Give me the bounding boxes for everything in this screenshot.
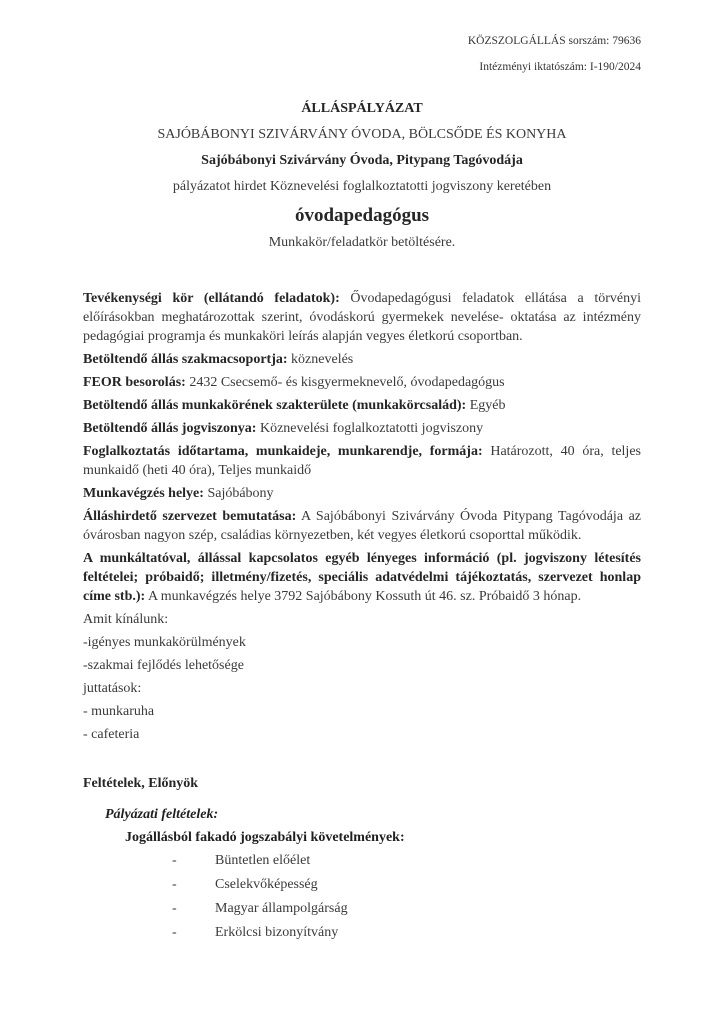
offer-item: -szakmai fejlődés lehetősége bbox=[83, 658, 244, 673]
requirement-text: Erkölcsi bizonyítvány bbox=[215, 925, 339, 940]
detail-feor-value: 2432 Csecsemő- és kisgyermeknevelő, óvodapedagógus bbox=[189, 375, 505, 390]
conditions-heading: Feltételek, Előnyök bbox=[83, 776, 199, 791]
position-title: óvodapedagógus bbox=[294, 205, 430, 226]
requirement-dash: - bbox=[172, 853, 177, 868]
benefit-item: - cafeteria bbox=[83, 727, 140, 742]
document-type-title: ÁLLÁSPÁLYÁZAT bbox=[301, 101, 423, 116]
detail-feor bbox=[83, 373, 641, 392]
application-conditions-subheading: Pályázati feltételek: bbox=[105, 807, 219, 822]
detail-other-info bbox=[83, 549, 641, 606]
detail-profession-group-label: Betöltendő állás szakmacsoportja: bbox=[83, 352, 288, 367]
detail-profession-group bbox=[83, 350, 641, 369]
title-block bbox=[83, 101, 641, 251]
detail-organization-intro-label: Álláshirdető szervezet bemutatása: bbox=[83, 509, 297, 524]
offer-item: -igényes munkakörülmények bbox=[83, 635, 246, 650]
detail-other-info-label: A munkáltatóval, állással kapcsolatos egyéb lényeges információ (pl. jogviszony létesítés feltételei; próbaidő; illetmény/fizetés, speciális adatvédelmi tájékoztatás, szervezet honlap címe stb.): bbox=[83, 551, 641, 604]
detail-activity bbox=[83, 289, 641, 346]
detail-work-location bbox=[83, 484, 641, 503]
requirement-dash: - bbox=[172, 901, 177, 916]
organization-name: SAJÓBÁBONYI SZIVÁRVÁNY ÓVODA, BÖLCSŐDE ÉS KONYHA bbox=[157, 127, 567, 142]
requirement-item bbox=[172, 875, 641, 894]
requirement-item bbox=[172, 851, 641, 870]
detail-other-info-value: A munkavégzés helye 3792 Sajóbábony Kossuth út 46. sz. Próbaidő 3 hónap. bbox=[147, 589, 582, 604]
detail-employment-terms-value: Határozott, 40 óra, teljes munkaidő (heti 40 óra), Teljes munkaidő bbox=[83, 444, 641, 478]
detail-specialty-value: Egyéb bbox=[469, 398, 506, 413]
benefits-intro-line: juttatások: bbox=[83, 681, 142, 696]
detail-legal-relation-value: Köznevelési foglalkoztatotti jogviszony bbox=[259, 421, 484, 436]
detail-organization-intro bbox=[83, 507, 641, 545]
detail-feor-label: FEOR besorolás: bbox=[83, 375, 186, 390]
requirement-dash: - bbox=[172, 925, 177, 940]
detail-activity-value: Ővodapedagógusi feladatok ellátása a törvényi előírásokban meghatározottak szerint, óvodáskorú gyermekek nevelése- oktatása az intézmény pedagógiai programja és munkaköri leírás alapján vegyes életkorú csoportban. bbox=[83, 291, 642, 344]
legal-requirements-heading: Jogállásból fakadó jogszabályi követelmények: bbox=[125, 830, 405, 845]
detail-specialty bbox=[83, 396, 641, 415]
serial-number-line: KÖZSZOLGÁLLÁS sorszám: 79636 bbox=[467, 35, 641, 47]
detail-employment-terms bbox=[83, 442, 641, 480]
detail-profession-group-value: köznevelés bbox=[291, 352, 354, 367]
detail-work-location-value: Sajóbábony bbox=[207, 486, 274, 501]
detail-legal-relation bbox=[83, 419, 641, 438]
requirement-text: Büntetlen előélet bbox=[215, 853, 311, 868]
benefit-item: - munkaruha bbox=[83, 704, 155, 719]
requirement-dash: - bbox=[172, 877, 177, 892]
requirement-text: Cselekvőképesség bbox=[215, 877, 318, 892]
requirements-list bbox=[83, 851, 641, 942]
sub-organization-name: Sajóbábonyi Szivárvány Óvoda, Pitypang Tagóvodája bbox=[201, 153, 523, 168]
requirement-text: Magyar állampolgárság bbox=[215, 901, 348, 916]
requirement-item bbox=[172, 899, 641, 918]
detail-work-location-label: Munkavégzés helye: bbox=[83, 486, 204, 501]
requirement-item bbox=[172, 923, 641, 942]
detail-organization-intro-value: A Sajóbábonyi Szivárvány Óvoda Pitypang Tagóvodája az óvárosban nagyon szép, családias környezetben, két vegyes életkorú csoporttal működik. bbox=[83, 509, 642, 543]
detail-employment-terms-label: Foglalkoztatás időtartama, munkaideje, munkarendje, formája: bbox=[83, 444, 483, 459]
detail-activity-label: Tevékenységi kör (ellátandó feladatok): bbox=[83, 291, 340, 306]
detail-legal-relation-label: Betöltendő állás jogviszonya: bbox=[83, 421, 257, 436]
document-body bbox=[83, 289, 641, 942]
offers-intro-line: Amit kínálunk: bbox=[83, 612, 169, 627]
registry-number-line: Intézményi iktatószám: I-190/2024 bbox=[479, 61, 641, 73]
document-header bbox=[83, 34, 641, 75]
position-purpose-line: Munkakör/feladatkör betöltésére. bbox=[268, 235, 456, 250]
detail-specialty-label: Betöltendő állás munkakörének szakterülete (munkakörcsalád): bbox=[83, 398, 467, 413]
announcement-line: pályázatot hirdet Köznevelési foglalkoztatotti jogviszony keretében bbox=[172, 179, 552, 194]
